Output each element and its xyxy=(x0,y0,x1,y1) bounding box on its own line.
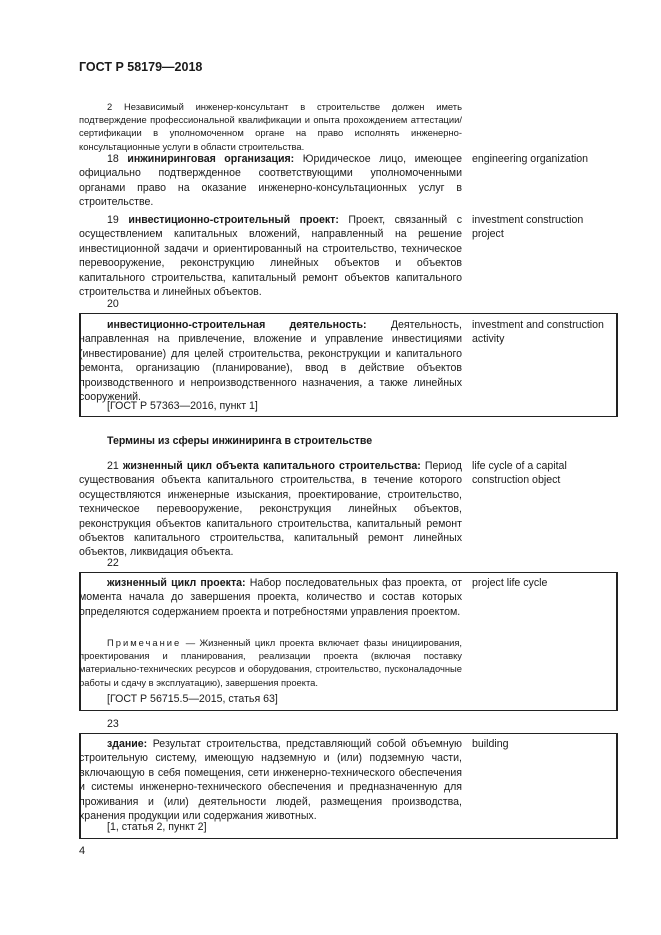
term-22-number: 22 xyxy=(107,557,119,569)
document-header: ГОСТ Р 58179—2018 xyxy=(79,60,203,74)
term-20-number: 20 xyxy=(107,298,119,310)
term-18 xyxy=(79,152,462,210)
term-23-title: здание: xyxy=(107,738,148,750)
term-22-english: project life cycle xyxy=(472,577,548,589)
term-22-definition: Набор последовательных фаз проекта, от момента начала до завершения проекта, количество и состав которых определяются содержанием проекта и потребностями управления проектом. xyxy=(79,577,463,618)
section-title: Термины из сферы инжиниринга в строительстве xyxy=(107,435,373,447)
term-21-definition: Период существования объекта капитального строительства, в течение которого осуществляются инженерные изыскания, проектирование, строительство, техническое перевооружение, реконструкция линейных объектов, реконструкция объектов капитального строительства, капитальный ремонт объектов капитального строительства, капитальный ремонт линейных объектов, ликвидация объекта. xyxy=(79,460,462,559)
term-20-source xyxy=(79,399,462,413)
term-23 xyxy=(79,737,462,823)
term-18-title: инжиниринговая организация: xyxy=(127,153,295,165)
term-22-note-text: — Жизненный цикл проекта включает фазы инициирования, проектирования и планирования, реализации проекта (включая поставку материально-технических ресурсов и оборудования, строительство, пусконаладочные работы и сдачу в эксплуатацию), завершения проекта. xyxy=(79,637,462,688)
term-23-definition: Результат строительства, представляющий собой объемную строительную систему, имеющую надземную и (или) подземную части, включающую в себя помещения, сети инженерно-технического обеспечения и системы инженерно-технического обеспечения и предназначенную для проживания и (или) деятельности людей, размещения производства, хранения продукции или содержания животных. xyxy=(79,738,462,823)
term-22-source-text: [ГОСТ Р 56715.5—2015, статья 63] xyxy=(107,693,278,705)
term-23-english: building xyxy=(472,738,509,750)
term-19-title: инвестиционно-строительный проект: xyxy=(128,214,339,226)
term-20-source-text: [ГОСТ Р 57363—2016, пункт 1] xyxy=(107,400,258,412)
term-19-number: 19 xyxy=(107,214,119,226)
term-21-title: жизненный цикл объекта капитального строительства: xyxy=(122,460,421,472)
term-20 xyxy=(79,318,462,404)
term-23-source xyxy=(79,820,462,834)
term-23-number: 23 xyxy=(107,718,119,730)
term-21-english: life cycle of a capital construction object xyxy=(472,460,567,487)
page-number: 4 xyxy=(79,845,86,857)
term-18-definition: Юридическое лицо, имеющее официально подтвержденное соответствующими уполномоченными органами право на оказание инженерно-консультационных услуг в строительстве. xyxy=(79,153,462,209)
note-2 xyxy=(79,100,462,153)
term-19-definition: Проект, связанный с осуществлением капитальных вложений, направленный на решение инвестиционной задачи и ориентированный на строительство, техническое перевооружение, реконструкцию линейных объектов и объектов капитального строительства, капитальный ремонт объектов капитального строительства и линейных объектов. xyxy=(79,214,462,299)
term-22-note xyxy=(79,636,462,689)
term-20-definition: Деятельность, направленная на привлечение, вложение и управление инвестициями (инвестирование) для целей строительства, реконструкции и капитального ремонта, организацию (планирование), ввод в действие объектов производственного и непроизводственного назначения, а также линейных сооружений. xyxy=(79,319,462,404)
term-19 xyxy=(79,213,462,299)
term-21 xyxy=(79,459,462,560)
term-22 xyxy=(79,576,462,619)
term-18-english: engineering organization xyxy=(472,153,589,165)
term-23-source-text: [1, статья 2, пункт 2] xyxy=(107,821,207,833)
term-22-title: жизненный цикл проекта: xyxy=(107,577,246,589)
term-22-note-label: Примечание xyxy=(107,637,182,648)
term-20-english: investment and construction activity xyxy=(472,319,604,346)
term-19-english: investment construction project xyxy=(472,214,584,241)
term-21-number: 21 xyxy=(107,460,119,472)
term-22-source xyxy=(79,692,462,706)
term-20-title: инвестиционно-строительная деятельность: xyxy=(107,319,367,331)
term-18-number: 18 xyxy=(107,153,119,165)
note-2-text: 2 Независимый инженер-консультант в строительстве должен иметь подтверждение профессиональной квалификации и опыта прохождением аттестации/сертификации в уполномоченном органе на право исполнять инженерно-консультационные услуги в области строительства. xyxy=(79,101,462,152)
